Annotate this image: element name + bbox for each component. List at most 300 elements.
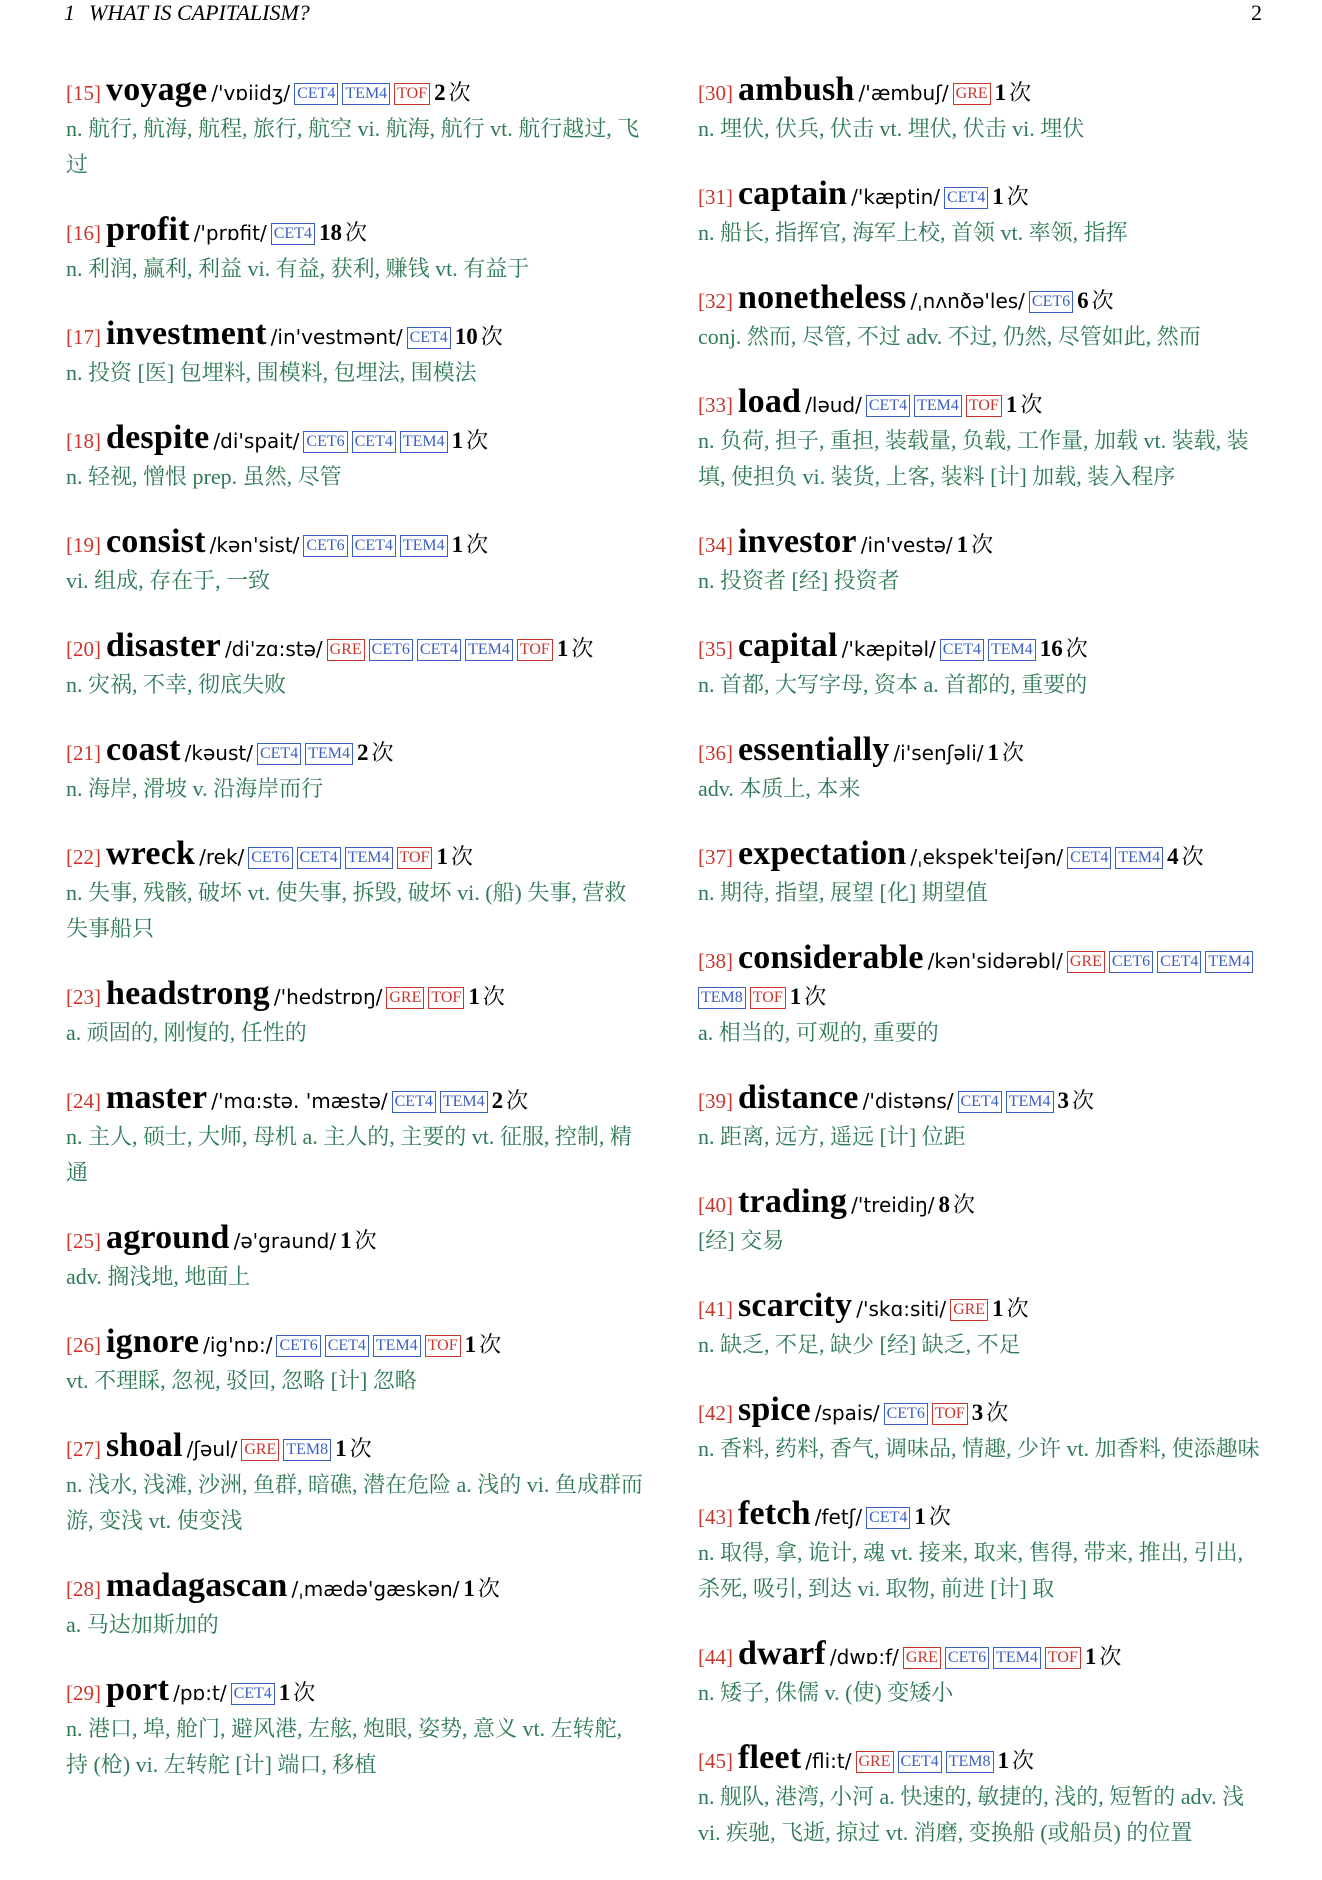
exam-tag: TOF (428, 987, 464, 1009)
definition: vt. 不理睬, 忽视, 驳回, 忽略 [计] 忽略 (66, 1368, 417, 1393)
definition: vi. 组成, 存在于, 一致 (66, 568, 271, 593)
count-value: 1 (789, 984, 802, 1009)
entry-number: [33] (698, 393, 733, 417)
count-unit: 次 (448, 80, 471, 105)
page-number: 2 (1251, 0, 1262, 25)
count-unit: 次 (479, 1332, 502, 1357)
vocab-entry (698, 1740, 1268, 1851)
count-unit: 次 (293, 1680, 316, 1705)
exam-tag: GRE (953, 83, 991, 105)
headword: headstrong (106, 975, 270, 1012)
entry-number: [27] (66, 1437, 101, 1461)
exam-tag: CET4 (257, 743, 301, 765)
exam-tag: CET6 (945, 1647, 989, 1669)
count-unit: 次 (1009, 80, 1032, 105)
pronunciation: /'skɑ:siti/ (856, 1297, 947, 1321)
count-unit: 次 (480, 324, 503, 349)
definition: [经] 交易 (698, 1228, 785, 1253)
headword: fleet (738, 1739, 802, 1776)
pronunciation: /in'vestmənt/ (270, 325, 403, 349)
pronunciation: /kən'sidərəbl/ (927, 949, 1063, 973)
definition: a. 相当的, 可观的, 重要的 (698, 1020, 939, 1045)
count-unit: 次 (1002, 740, 1025, 765)
pronunciation: /spais/ (814, 1401, 880, 1425)
exam-tag: TEM4 (988, 639, 1036, 661)
exam-tag: GRE (903, 1647, 941, 1669)
occurrence-count (1085, 1644, 1122, 1669)
exam-tag: CET4 (866, 1507, 910, 1529)
headword: scarcity (738, 1287, 853, 1324)
occurrence-count (1058, 1088, 1095, 1113)
vocab-entry (698, 1392, 1268, 1467)
count-value: 1 (992, 1296, 1004, 1321)
exam-tag: CET4 (231, 1683, 275, 1705)
definition: n. 矮子, 侏儒 v. (使) 变矮小 (698, 1680, 954, 1705)
vocab-entry (698, 1496, 1268, 1607)
headword: considerable (738, 939, 924, 976)
count-unit: 次 (1006, 184, 1029, 209)
pronunciation: /'prɒfit/ (193, 221, 267, 245)
count-unit: 次 (354, 1228, 377, 1253)
exam-tag: CET4 (352, 431, 396, 453)
entry-headline (66, 1324, 646, 1363)
occurrence-count (992, 184, 1029, 209)
entry-headline (698, 524, 1268, 563)
count-unit: 次 (986, 1400, 1009, 1425)
exam-tag: TEM8 (283, 1439, 331, 1461)
occurrence-count (357, 740, 394, 765)
headword: coast (106, 731, 181, 768)
chapter-number: 1 (64, 0, 75, 25)
headword: investor (738, 523, 857, 560)
pronunciation: /'mɑ:stə. 'mæstə/ (211, 1089, 388, 1113)
entry-headline (66, 420, 646, 459)
pronunciation: /'hedstrɒŋ/ (273, 985, 383, 1009)
definition: a. 马达加斯加的 (66, 1612, 219, 1637)
count-unit: 次 (1020, 392, 1043, 417)
pronunciation: /kəust/ (184, 741, 253, 765)
exam-tag: TEM4 (1006, 1091, 1054, 1113)
exam-tag: TEM4 (914, 395, 962, 417)
vocab-entry (66, 316, 646, 391)
vocab-entry (698, 72, 1268, 147)
count-unit: 次 (482, 984, 505, 1009)
count-unit: 次 (1099, 1644, 1122, 1669)
entry-number: [28] (66, 1577, 101, 1601)
vocab-entry (66, 1428, 646, 1539)
definition: n. 舰队, 港湾, 小河 a. 快速的, 敏捷的, 浅的, 短暂的 adv. 浅 vi. 疾驰, 飞逝, 掠过 vt. 消磨, 变换船 (或船员) 的位置 (698, 1784, 1245, 1845)
pronunciation: /'kæpitəl/ (841, 637, 936, 661)
headword: aground (106, 1219, 230, 1256)
pronunciation: /kən'sist/ (209, 533, 300, 557)
headword: spice (738, 1391, 811, 1428)
entry-headline (698, 72, 1268, 111)
occurrence-count (992, 1296, 1029, 1321)
headword: wreck (106, 835, 196, 872)
occurrence-count (938, 1192, 975, 1217)
count-value: 1 (997, 1748, 1009, 1773)
running-head (64, 0, 310, 25)
headword: port (106, 1671, 170, 1708)
occurrence-count (998, 1748, 1035, 1773)
headword: ambush (738, 71, 855, 108)
exam-tag: TOF (425, 1335, 461, 1357)
count-value: 3 (971, 1400, 984, 1425)
exam-tag: TEM4 (342, 83, 390, 105)
exam-tag: TEM4 (345, 847, 393, 869)
exam-tag: TOF (966, 395, 1002, 417)
entry-headline (698, 384, 1268, 423)
pronunciation: /di'zɑ:stə/ (224, 637, 323, 661)
pronunciation: /dwɒ:f/ (829, 1645, 899, 1669)
entry-number: [34] (698, 533, 733, 557)
entry-number: [39] (698, 1089, 733, 1113)
entry-number: [45] (698, 1749, 733, 1773)
occurrence-count (1167, 844, 1204, 869)
entry-headline (698, 732, 1268, 771)
count-value: 1 (340, 1228, 352, 1253)
vocab-entry (66, 1080, 646, 1191)
entry-headline (66, 1080, 646, 1119)
exam-tag: TOF (397, 847, 433, 869)
entry-headline (698, 1636, 1268, 1675)
count-unit: 次 (928, 1504, 951, 1529)
vocab-entry (66, 628, 646, 703)
entry-number: [35] (698, 637, 733, 661)
headword: master (106, 1079, 208, 1116)
count-unit: 次 (1091, 288, 1114, 313)
definition: n. 海岸, 滑坡 v. 沿海岸而行 (66, 776, 324, 801)
count-unit: 次 (1006, 1296, 1029, 1321)
exam-tag: CET4 (352, 535, 396, 557)
count-unit: 次 (804, 984, 827, 1009)
exam-tag: TEM4 (1115, 847, 1163, 869)
count-value: 1 (468, 984, 480, 1009)
occurrence-count (492, 1088, 529, 1113)
vocab-entry (66, 836, 646, 947)
entry-headline (66, 1568, 646, 1607)
occurrence-count (340, 1228, 377, 1253)
vocab-entry (698, 176, 1268, 251)
vocab-entry (698, 732, 1268, 807)
vocab-entry (66, 1672, 646, 1783)
entry-headline (698, 1080, 1268, 1119)
entry-headline (66, 732, 646, 771)
exam-tag: GRE (1067, 951, 1105, 973)
count-unit: 次 (952, 1192, 975, 1217)
definition: n. 航行, 航海, 航程, 旅行, 航空 vi. 航海, 航行 vt. 航行越过, 飞过 (66, 116, 640, 177)
count-value: 2 (491, 1088, 504, 1113)
vocab-entry (66, 732, 646, 807)
exam-tag: TEM8 (698, 987, 746, 1009)
pronunciation: /'treidiŋ/ (851, 1193, 935, 1217)
headword: consist (106, 523, 206, 560)
vocab-entry (698, 1080, 1268, 1155)
count-unit: 次 (466, 532, 489, 557)
definition: adv. 本质上, 本来 (698, 776, 861, 801)
entry-headline (698, 1288, 1268, 1327)
pronunciation: /ʃəul/ (186, 1437, 238, 1461)
definition: n. 利润, 赢利, 利益 vi. 有益, 获利, 赚钱 vt. 有益于 (66, 256, 530, 281)
definition: n. 港口, 埠, 舱门, 避风港, 左舷, 炮眼, 姿势, 意义 vt. 左转舵, 持 (枪) vi. 左转舵 [计] 端口, 移植 (66, 1716, 623, 1777)
exam-tag: CET6 (248, 847, 292, 869)
entry-number: [26] (66, 1333, 101, 1357)
count-unit: 次 (1065, 636, 1088, 661)
entry-headline (66, 976, 646, 1015)
entry-number: [20] (66, 637, 101, 661)
headword: trading (738, 1183, 848, 1220)
exam-tag: CET4 (297, 847, 341, 869)
page-header (64, 0, 1262, 26)
headword: essentially (738, 731, 890, 768)
pronunciation: /'kæptin/ (851, 185, 941, 209)
pronunciation: /i'senʃəli/ (893, 741, 984, 765)
occurrence-count (468, 984, 505, 1009)
definition: n. 缺乏, 不足, 缺少 [经] 缺乏, 不足 (698, 1332, 1021, 1357)
entry-headline (698, 1184, 1268, 1223)
count-value: 1 (992, 184, 1004, 209)
entry-number: [29] (66, 1681, 101, 1705)
entry-headline (66, 1672, 646, 1711)
headword: nonetheless (738, 279, 907, 316)
headword: capital (738, 627, 838, 664)
definition: n. 距离, 远方, 遥远 [计] 位距 (698, 1124, 966, 1149)
headword: distance (738, 1079, 859, 1116)
entry-headline (66, 1220, 646, 1259)
entry-headline (698, 1740, 1268, 1779)
entry-number: [15] (66, 81, 101, 105)
entry-number: [37] (698, 845, 733, 869)
count-unit: 次 (1181, 844, 1204, 869)
vocab-entry (698, 1636, 1268, 1711)
definition: n. 负荷, 担子, 重担, 装载量, 负载, 工作量, 加载 vt. 装载, 装填, 使担负 vi. 装货, 上客, 装料 [计] 加载, 装入程序 (698, 428, 1249, 489)
pronunciation: /pɒ:t/ (173, 1681, 227, 1705)
entry-headline (698, 280, 1268, 319)
headword: voyage (106, 71, 208, 108)
exam-tag: GRE (327, 639, 365, 661)
count-value: 1 (1084, 1644, 1097, 1669)
exam-tag: TEM4 (373, 1335, 421, 1357)
exam-tag: CET4 (271, 223, 315, 245)
occurrence-count (463, 1576, 500, 1601)
entry-headline (698, 628, 1268, 667)
exam-tag: CET4 (898, 1751, 942, 1773)
entry-number: [42] (698, 1401, 733, 1425)
count-value: 16 (1039, 636, 1063, 661)
vocab-entry (698, 1184, 1268, 1259)
count-unit: 次 (1072, 1088, 1095, 1113)
count-value: 1 (1005, 392, 1018, 417)
entry-number: [43] (698, 1505, 733, 1529)
vocab-entry (66, 524, 646, 599)
right-column (698, 72, 1268, 1880)
pronunciation: /fetʃ/ (814, 1505, 863, 1529)
entry-headline (698, 836, 1268, 875)
occurrence-count (436, 844, 473, 869)
pronunciation: /ləud/ (805, 393, 862, 417)
entry-number: [19] (66, 533, 101, 557)
pronunciation: /in'vestə/ (860, 533, 953, 557)
count-value: 1 (451, 532, 464, 557)
entry-number: [30] (698, 81, 733, 105)
pronunciation: /ˌmædə'gæskən/ (291, 1577, 460, 1601)
entry-number: [22] (66, 845, 101, 869)
entry-number: [18] (66, 429, 101, 453)
entry-headline (698, 176, 1268, 215)
occurrence-count (1040, 636, 1088, 661)
entry-headline (698, 940, 1268, 1015)
pronunciation: /rek/ (199, 845, 245, 869)
exam-tag: TEM4 (440, 1091, 488, 1113)
definition: conj. 然而, 尽管, 不过 adv. 不过, 仍然, 尽管如此, 然而 (698, 324, 1201, 349)
exam-tag: CET4 (407, 327, 451, 349)
headword: disaster (106, 627, 221, 664)
count-unit: 次 (450, 844, 473, 869)
occurrence-count (455, 324, 503, 349)
vocab-entry (66, 420, 646, 495)
occurrence-count (319, 220, 367, 245)
vocab-entry (698, 280, 1268, 355)
exam-tag: CET4 (958, 1091, 1002, 1113)
vocab-entry (698, 940, 1268, 1051)
exam-tag: CET6 (1029, 291, 1073, 313)
exam-tag: GRE (241, 1439, 279, 1461)
headword: profit (106, 211, 190, 248)
entry-number: [21] (66, 741, 101, 765)
exam-tag: CET4 (325, 1335, 369, 1357)
occurrence-count (1077, 288, 1114, 313)
headword: load (738, 383, 802, 420)
headword: expectation (738, 835, 907, 872)
occurrence-count (790, 984, 827, 1009)
count-unit: 次 (349, 1436, 372, 1461)
definition: n. 投资者 [经] 投资者 (698, 568, 900, 593)
headword: madagascan (106, 1567, 288, 1604)
definition: n. 投资 [医] 包埋料, 围模料, 包埋法, 围模法 (66, 360, 477, 385)
count-value: 4 (1167, 844, 1179, 869)
definition: n. 轻视, 憎恨 prep. 虽然, 尽管 (66, 464, 342, 489)
exam-tag: CET6 (276, 1335, 320, 1357)
entry-number: [41] (698, 1297, 733, 1321)
vocab-entry (698, 836, 1268, 911)
entry-headline (66, 212, 646, 251)
occurrence-count (995, 80, 1032, 105)
occurrence-count (557, 636, 594, 661)
count-value: 1 (987, 740, 999, 765)
occurrence-count (957, 532, 994, 557)
pronunciation: /fli:t/ (805, 1749, 852, 1773)
entry-headline (66, 836, 646, 875)
exam-tag: CET6 (1109, 951, 1153, 973)
count-value: 2 (356, 740, 369, 765)
count-value: 1 (436, 844, 448, 869)
count-unit: 次 (344, 220, 367, 245)
exam-tag: TEM4 (305, 743, 353, 765)
occurrence-count (972, 1400, 1009, 1425)
exam-tag: CET4 (944, 187, 988, 209)
vocab-entry (66, 1324, 646, 1399)
exam-tag: CET4 (1157, 951, 1201, 973)
vocab-entry (66, 1568, 646, 1643)
count-value: 8 (938, 1192, 950, 1217)
exam-tag: TOF (1045, 1647, 1081, 1669)
count-value: 18 (318, 220, 342, 245)
entry-headline (698, 1496, 1268, 1535)
exam-tag: TEM4 (400, 431, 448, 453)
exam-tag: TEM4 (465, 639, 513, 661)
count-value: 1 (335, 1436, 347, 1461)
count-unit: 次 (506, 1088, 529, 1113)
vocab-entry (66, 1220, 646, 1295)
exam-tag: CET4 (940, 639, 984, 661)
definition: n. 香料, 药料, 香气, 调味品, 情趣, 少许 vt. 加香料, 使添趣味 (698, 1436, 1260, 1461)
entry-number: [23] (66, 985, 101, 1009)
entry-headline (66, 316, 646, 355)
pronunciation: /'distəns/ (862, 1089, 954, 1113)
definition: n. 主人, 硕士, 大师, 母机 a. 主人的, 主要的 vt. 征服, 控制, 精通 (66, 1124, 632, 1185)
count-unit: 次 (371, 740, 394, 765)
pronunciation: /ˌnʌnðə'les/ (910, 289, 1025, 313)
pronunciation: /'vɒiidʒ/ (211, 81, 291, 105)
entry-number: [17] (66, 325, 101, 349)
exam-tag: TOF (750, 987, 786, 1009)
pronunciation: /di'spait/ (213, 429, 300, 453)
entry-number: [24] (66, 1089, 101, 1113)
definition: a. 顽固的, 刚愎的, 任性的 (66, 1020, 307, 1045)
vocab-entry (698, 524, 1268, 599)
count-value: 10 (454, 324, 478, 349)
exam-tag: GRE (856, 1751, 894, 1773)
headword: despite (106, 419, 210, 456)
headword: ignore (106, 1323, 200, 1360)
entry-number: [36] (698, 741, 733, 765)
definition: n. 浅水, 浅滩, 沙洲, 鱼群, 暗礁, 潜在危险 a. 浅的 vi. 鱼成群而游, 变浅 vt. 使变浅 (66, 1472, 643, 1533)
count-value: 1 (463, 1576, 475, 1601)
vocab-entry (698, 628, 1268, 703)
exam-tag: CET4 (1067, 847, 1111, 869)
definition: n. 埋伏, 伏兵, 伏击 vt. 埋伏, 伏击 vi. 埋伏 (698, 116, 1085, 141)
count-value: 1 (556, 636, 569, 661)
exam-tag: TEM4 (400, 535, 448, 557)
exam-tag: CET4 (866, 395, 910, 417)
entry-headline (66, 628, 646, 667)
count-value: 1 (914, 1504, 926, 1529)
entry-number: [44] (698, 1645, 733, 1669)
exam-tag: TEM4 (1205, 951, 1253, 973)
exam-tag: GRE (386, 987, 424, 1009)
count-value: 1 (464, 1332, 477, 1357)
exam-tag: CET4 (417, 639, 461, 661)
headword: fetch (738, 1495, 811, 1532)
count-value: 6 (1077, 288, 1089, 313)
entry-number: [16] (66, 221, 101, 245)
exam-tag: GRE (950, 1299, 988, 1321)
entry-headline (698, 1392, 1268, 1431)
exam-tag: CET6 (303, 535, 347, 557)
exam-tag: TOF (394, 83, 430, 105)
exam-tag: CET6 (369, 639, 413, 661)
occurrence-count (279, 1680, 316, 1705)
definition: n. 失事, 残骸, 破坏 vt. 使失事, 拆毁, 破坏 vi. (船) 失事, 营救失事船只 (66, 880, 627, 941)
count-value: 3 (1057, 1088, 1069, 1113)
occurrence-count (465, 1332, 502, 1357)
occurrence-count (335, 1436, 372, 1461)
definition: n. 船长, 指挥官, 海军上校, 首领 vt. 率领, 指挥 (698, 220, 1128, 245)
definition: n. 灾祸, 不幸, 彻底失败 (66, 672, 287, 697)
entry-number: [40] (698, 1193, 733, 1217)
vocab-entry (66, 212, 646, 287)
vocab-entry (66, 72, 646, 183)
